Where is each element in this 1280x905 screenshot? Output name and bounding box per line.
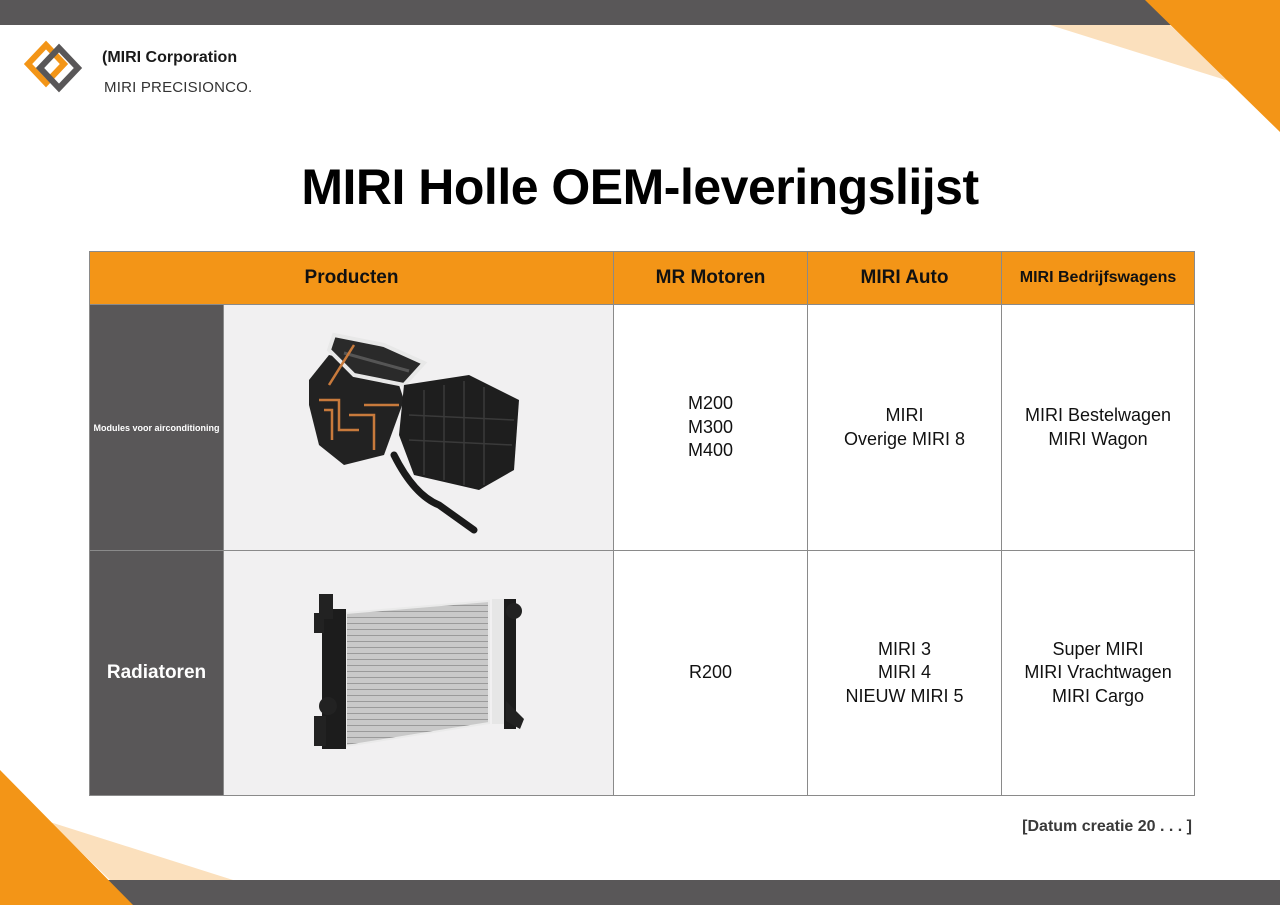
miri-auto-cell: MIRI 3 MIRI 4 NIEUW MIRI 5	[808, 551, 1002, 796]
table-row	[90, 305, 1195, 551]
top-right-peach-shape	[1050, 25, 1232, 82]
mr-motoren-cell: R200	[614, 551, 808, 796]
miri-auto-cell: MIRI Overige MIRI 8	[808, 305, 1002, 551]
table-header-row	[90, 252, 1195, 305]
top-right-orange-triangle	[1145, 0, 1280, 132]
creation-date-note: [Datum creatie 20 . . . ]	[1022, 818, 1192, 835]
column-header-miri-auto: MIRI Auto	[808, 252, 1002, 305]
product-image-cell	[224, 551, 614, 796]
product-label: Radiatoren	[90, 551, 224, 796]
supply-table	[89, 251, 1195, 796]
bottom-bar	[0, 880, 1280, 905]
page-title: MIRI Holle OEM-leveringslijst	[301, 159, 979, 215]
miri-bedrijfswagens-cell: Super MIRI MIRI Vrachtwagen MIRI Cargo	[1002, 551, 1195, 796]
product-label: Modules voor airconditioning	[90, 305, 224, 551]
bottom-left-peach-shape	[50, 822, 233, 880]
column-header-producten: Producten	[90, 252, 614, 305]
mr-motoren-cell: M200 M300 M400	[614, 305, 808, 551]
company-subtitle: MIRI PRECISIONCO.	[104, 79, 253, 96]
radiator-image	[224, 551, 613, 790]
company-logo-icon	[24, 40, 94, 100]
top-bar	[0, 0, 1280, 25]
company-name: (MIRI Corporation	[102, 49, 238, 66]
table-row	[90, 551, 1195, 796]
air-conditioning-module-image	[224, 305, 613, 545]
column-header-mr-motoren: MR Motoren	[614, 252, 808, 305]
product-image-cell	[224, 305, 614, 551]
column-header-miri-bedrijfswagens: MIRI Bedrijfswagens	[1002, 252, 1195, 305]
miri-bedrijfswagens-cell: MIRI Bestelwagen MIRI Wagon	[1002, 305, 1195, 551]
